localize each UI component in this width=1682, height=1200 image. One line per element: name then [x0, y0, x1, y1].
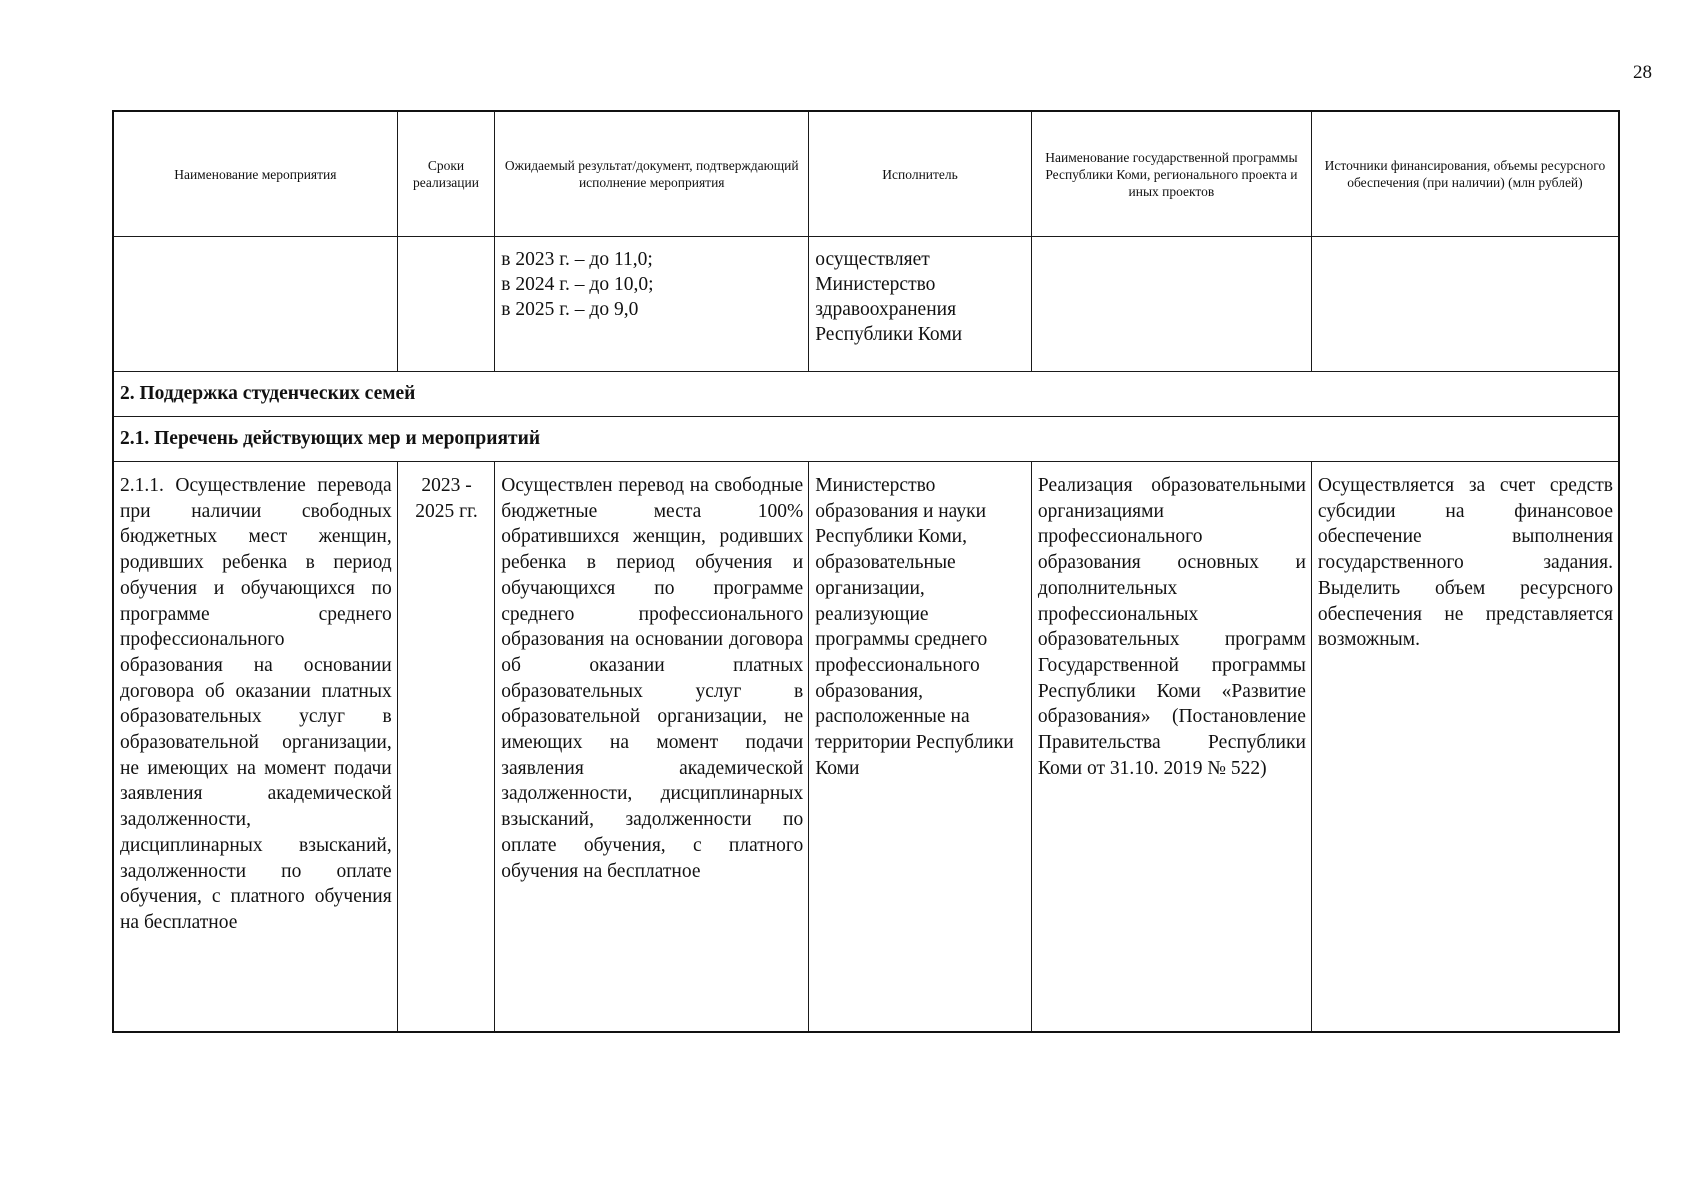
- result-line: в 2024 г. – до 10,0;: [501, 274, 654, 295]
- cell-financing-empty: [1311, 237, 1619, 372]
- executor-line: осуществляет: [815, 249, 930, 270]
- cell-financing: Осуществляется за счет средств субсидии на финансовое обеспечение выполнения государственного задания. Выделить объем ресурсного обеспечения не представляется возможным.: [1311, 462, 1619, 1033]
- header-term: Сроки реализации: [397, 111, 495, 237]
- result-line: в 2023 г. – до 11,0;: [501, 249, 653, 270]
- executor-line: Министерство: [815, 274, 936, 295]
- cell-term: 2023 - 2025 гг.: [397, 462, 495, 1033]
- table-row: [113, 237, 1619, 372]
- executor-line: Республики Коми: [815, 324, 963, 345]
- header-program: Наименование государственной программы Республики Коми, регионального проекта и иных проектов: [1031, 111, 1311, 237]
- header-executor: Исполнитель: [809, 111, 1032, 237]
- table-header-row: [113, 111, 1619, 237]
- subsection-row: [113, 417, 1619, 462]
- header-activity-name: Наименование мероприятия: [113, 111, 397, 237]
- table-row: [113, 462, 1619, 1033]
- cell-expected-result: Осуществлен перевод на свободные бюджетные места 100% обратившихся женщин, родивших ребенка в период обучения и обучающихся по программе среднего профессионального образования на основании договора об оказании платных образовательных услуг в образовательной организации, не имеющих на момент подачи заявления академической задолженности, дисциплинарных взысканий, задолженности по оплате обучения, с платного обучения на бесплатное: [495, 462, 809, 1033]
- cell-executor: [809, 237, 1032, 372]
- subsection-title: 2.1. Перечень действующих мер и мероприятий: [113, 417, 1619, 462]
- cell-program: Реализация образовательными организациями профессионального образования основных и дополнительных профессиональных образовательных программ Государственной программы Республики Коми «Развитие образования» (Постановление Правительства Республики Коми от 31.10. 2019 № 522): [1031, 462, 1311, 1033]
- header-expected-result: Ожидаемый результат/документ, подтверждающий исполнение мероприятия: [495, 111, 809, 237]
- result-line: в 2025 г. – до 9,0: [501, 299, 639, 320]
- cell-activity-name: 2.1.1. Осуществление перевода при наличии свободных бюджетных мест женщин, родивших ребенка в период обучения и обучающихся по программе среднего профессионального образования на основании договора об оказании платных образовательных услуг в образовательной организации, не имеющих на момент подачи заявления академической задолженности, дисциплинарных взысканий, задолженности по оплате обучения, с платного обучения на бесплатное: [113, 462, 397, 1033]
- cell-program-empty: [1031, 237, 1311, 372]
- cell-expected-result: [495, 237, 809, 372]
- section-row: [113, 372, 1619, 417]
- executor-line: здравоохранения: [815, 299, 957, 320]
- header-financing: Источники финансирования, объемы ресурсного обеспечения (при наличии) (млн рублей): [1311, 111, 1619, 237]
- cell-executor: Министерство образования и науки Республики Коми, образовательные организации, реализующие программы среднего профессионального образования, расположенные на территории Республики Коми: [809, 462, 1032, 1033]
- cell-term-empty: [397, 237, 495, 372]
- cell-activity-name-empty: [113, 237, 397, 372]
- page-number: 28: [1633, 62, 1652, 83]
- section-title: 2. Поддержка студенческих семей: [113, 372, 1619, 417]
- activities-table: [112, 110, 1620, 1033]
